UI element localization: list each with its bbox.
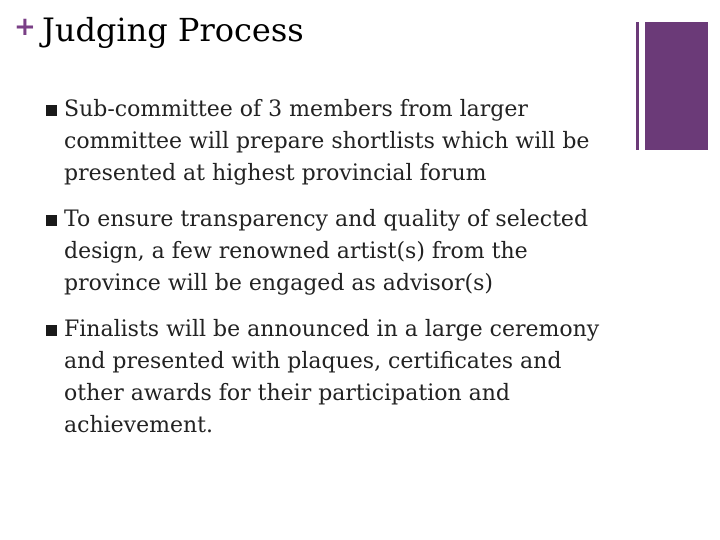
- bullet-square-icon: [46, 215, 57, 226]
- bullet-square-icon: [46, 105, 57, 116]
- accent-bar-thick: [645, 22, 708, 150]
- bullet-item: [46, 94, 626, 190]
- slide-title: Judging Process: [42, 11, 304, 49]
- bullet-square-icon: [46, 325, 57, 336]
- accent-bar-thin: [636, 22, 639, 150]
- plus-icon: +: [14, 12, 36, 42]
- bullet-list: [46, 94, 626, 456]
- bullet-item: [46, 204, 626, 300]
- bullet-item: [46, 314, 626, 442]
- bullet-text: Sub-committee of 3 members from larger committee will prepare shortlists which will be presented at highest provincial forum: [64, 97, 590, 186]
- bullet-text: Finalists will be announced in a large ceremony and presented with plaques, certificates and other awards for their participation and achievement.: [64, 317, 600, 438]
- bullet-text: To ensure transparency and quality of selected design, a few renowned artist(s) from the province will be engaged as advisor(s): [64, 207, 589, 296]
